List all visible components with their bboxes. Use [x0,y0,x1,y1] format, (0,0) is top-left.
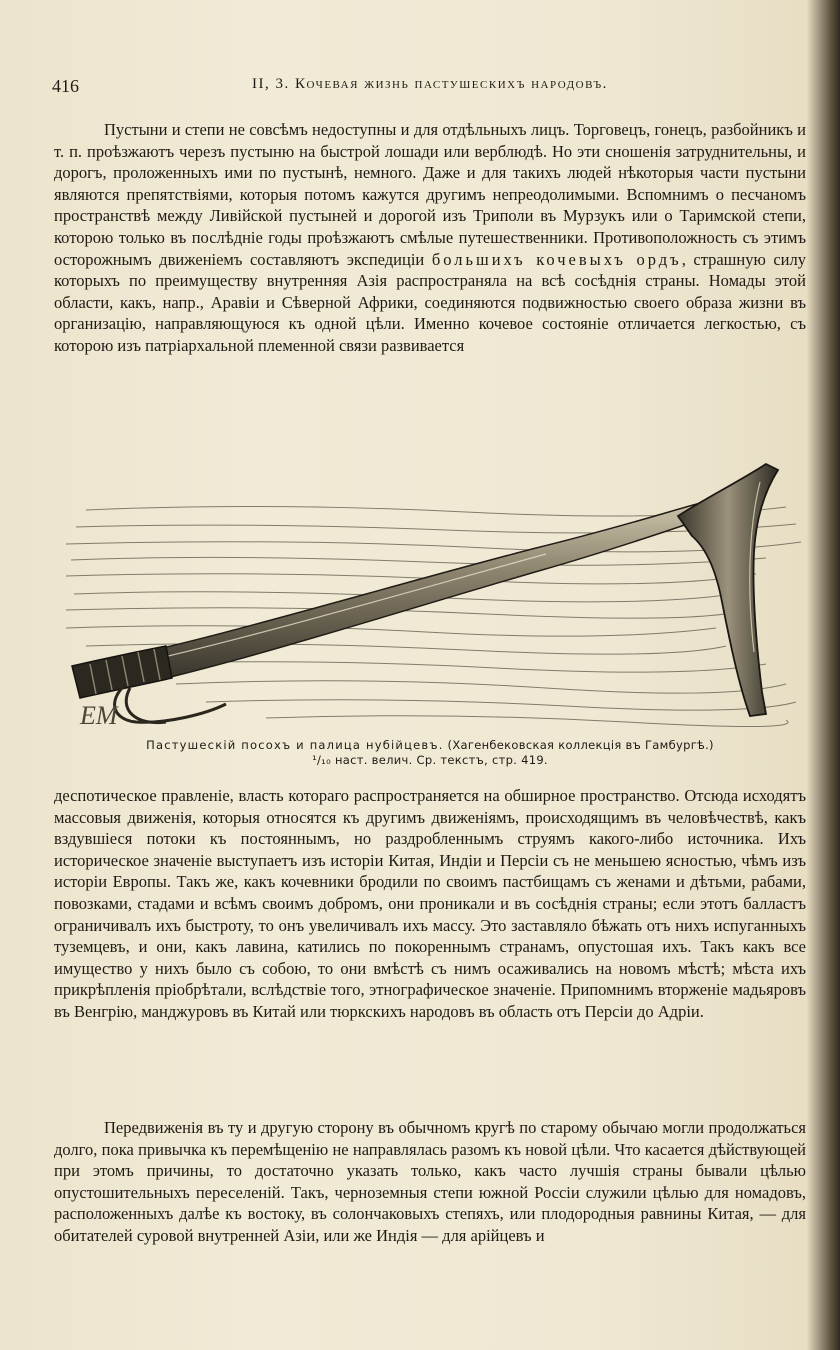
caption-scale-rest: наст. велич. Ср. текстъ, стр. 419. [334,753,548,767]
paragraph-1 [54,119,806,357]
running-title: II, 3. Кочевая жизнь пастушескихъ народовъ. [252,76,608,92]
caption-line-2 [60,753,800,768]
water-hatching [66,506,801,726]
paragraph-2 [54,785,806,1023]
paragraph-3-text: Передвиженія въ ту и другую сторону въ обычномъ кругѣ по старому обычаю могли продолжаться долго, пока привычка къ перемѣщенію не направлялась разомъ къ новой цѣли. Что касается дѣйствующей при этомъ причины, то достаточно указать только, какъ часто лучшія страны бывали цѣлью опустошительныхъ переселеній. Такъ, черноземныя степи южной Россіи служили цѣлью для номадовъ, расположенныхъ далѣе къ востоку, въ солончаковыхъ степяхъ, или плодородныя равнины Китая, — для обитателей суровой внутренней Азіи, или же Индія — для арійцевъ и [54,1118,806,1245]
page-header [52,76,812,100]
paragraph-3 [54,1117,806,1247]
paragraph-1-part1: Пустыни и степи не совсѣмъ недоступны и для отдѣльныхъ лицъ. Торговецъ, гонецъ, разбойникъ и т. п. проѣзжаютъ черезъ пустыню на быстрой лошади или верблюдѣ. Но эти сношенія затруднительны, и дорогъ, проложенныхъ ими по пустынѣ, немного. Даже и для такихъ людей нѣкоторыя части пустыни являются препятствіями, которыя потомъ кажутся другимъ непреодолимыми. Вспомнимъ о песчаномъ пространствѣ между Ливійской пустыней и дорогой изъ Триполи въ Мурзукъ или о Таримской степи, которою только въ послѣдніе годы проѣзжаютъ смѣлые путешественники. Противоположность съ этимъ осторожнымъ движеніемъ составляютъ экспедиціи [54,120,806,269]
paragraph-2-text: деспотическое правленіе, власть котораго распространяется на обширное пространство. Отсюда исходятъ массовыя движенія, которыя относятся къ другимъ движеніямъ, происходящимъ въ человѣчествѣ, какъ вздувшіеся потоки къ постояннымъ, но раздробленнымъ струямъ какого-либо источника. Ихъ историческое значеніе выступаетъ изъ исторіи Китая, Индіи и Персіи съ не меньшею ясностью, чѣмъ изъ исторіи Европы. Такъ же, какъ кочевники бродили по своимъ пастбищамъ съ женами и дѣтьми, рабами, повозками, стадами и всѣмъ своимъ добромъ, они проникали и въ сосѣднія страны; если этотъ балластъ ограничивалъ ихъ быстроту, то онъ увеличивалъ ихъ массу. Это заставляло бѣжать отъ нихъ испуганныхъ туземцевъ, и они, какъ лавина, катились по покореннымъ странамъ, опустошая ихъ. Такъ какъ все имущество у нихъ было съ собою, то они вмѣстѣ съ нимъ осаживались на новомъ мѣстѣ; мѣста ихъ прикрѣпленія пріобрѣтали, вслѣдствіе того, этнографическое значеніе. Припомнимъ вторженіе мадьяровъ въ Венгрію, манджуровъ въ Китай или тюркскихъ народовъ въ область отъ Персіи до Адріи. [54,786,806,1021]
staff-shaft [76,500,718,696]
caption-line-1 [60,738,800,753]
engraver-monogram: EM [80,701,118,730]
staff-club-engraving [66,452,806,738]
caption-title: Пастушескій посохъ и палица нубійцевъ. [146,738,444,752]
illustration-shepherd-staff [66,452,806,738]
paragraph-1-emphasis: большихъ кочевыхъ ордъ [431,249,682,269]
paragraph-1-part2: , страшную силу которыхъ по преимуществу внутренняя Азія распространяла на всѣ сосѣднія страны. Номады этой области, какъ, напр., Аравіи и Сѣверной Африки, соединяются подвижностью своего образа жизни въ организацію, направляющуюся къ одной цѣли. Именно кочевое состояніе отличается легкостью, съ которою изъ патріархальной племенной связи развивается [54,249,806,355]
page-number: 416 [52,76,79,96]
leather-thong [115,684,226,723]
figure-caption [60,738,800,768]
caption-source: (Хагенбековская коллекція въ Гамбургѣ.) [447,738,714,752]
caption-scale-fraction: ¹/₁₀ [312,753,331,767]
paragraph-1-text [54,119,806,357]
club-head [678,464,778,716]
